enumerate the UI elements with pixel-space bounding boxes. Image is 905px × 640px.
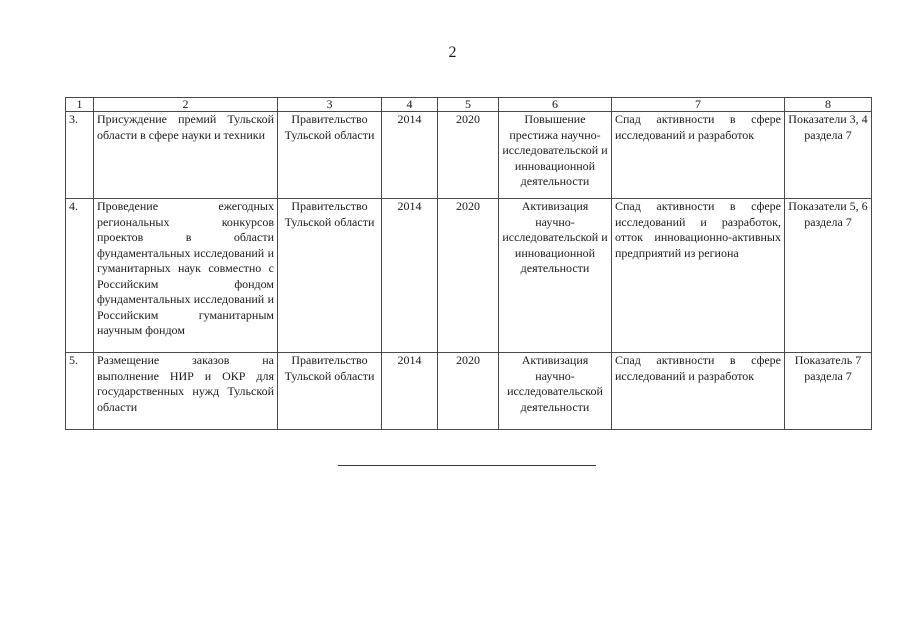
end-of-document-rule xyxy=(338,465,596,466)
measure-name: Размещение заказов на выполнение НИР и ОКР для государственных нужд Тульской области xyxy=(94,353,278,430)
measure-name: Присуждение премий Тульской области в сфере науки и техники xyxy=(94,112,278,199)
row-number: 5. xyxy=(66,353,94,430)
start-year: 2014 xyxy=(382,353,438,430)
start-year: 2014 xyxy=(382,199,438,353)
executor: Правительство Тульской области xyxy=(278,199,382,353)
related-indicators: Показатели 3, 4 раздела 7 xyxy=(785,112,872,199)
related-indicators: Показатель 7 раздела 7 xyxy=(785,353,872,430)
end-year: 2020 xyxy=(438,353,499,430)
end-year: 2020 xyxy=(438,112,499,199)
start-year: 2014 xyxy=(382,112,438,199)
column-header: 8 xyxy=(785,98,872,112)
column-header: 3 xyxy=(278,98,382,112)
risk-consequence: Спад активности в сфере исследований и разработок xyxy=(612,112,785,199)
table-row xyxy=(66,199,872,353)
column-header: 6 xyxy=(499,98,612,112)
risk-consequence: Спад активности в сфере исследований и разработок xyxy=(612,353,785,430)
row-number: 4. xyxy=(66,199,94,353)
column-header: 4 xyxy=(382,98,438,112)
table-row xyxy=(66,353,872,430)
executor: Правительство Тульской области xyxy=(278,112,382,199)
end-year: 2020 xyxy=(438,199,499,353)
column-header: 2 xyxy=(94,98,278,112)
expected-result: Повышение престижа научно-исследовательской и инновационной деятельности xyxy=(499,112,612,199)
risk-consequence: Спад активности в сфере исследований и разработок, отток инновационно-активных предприятий из региона xyxy=(612,199,785,353)
column-header: 1 xyxy=(66,98,94,112)
table-header-row xyxy=(66,98,872,112)
related-indicators: Показатели 5, 6 раздела 7 xyxy=(785,199,872,353)
executor: Правительство Тульской области xyxy=(278,353,382,430)
expected-result: Активизация научно-исследовательской и инновационной деятельности xyxy=(499,199,612,353)
row-number: 3. xyxy=(66,112,94,199)
measure-name: Проведение ежегодных региональных конкурсов проектов в области фундаментальных исследований и гуманитарных наук совместно с Российским фондом фундаментальных исследований и Российским гуманитарным научным фондом xyxy=(94,199,278,353)
column-header: 7 xyxy=(612,98,785,112)
expected-result: Активизация научно-исследовательской деятельности xyxy=(499,353,612,430)
column-header: 5 xyxy=(438,98,499,112)
page-number: 2 xyxy=(448,44,457,61)
measures-table xyxy=(65,97,872,430)
table-row xyxy=(66,112,872,199)
